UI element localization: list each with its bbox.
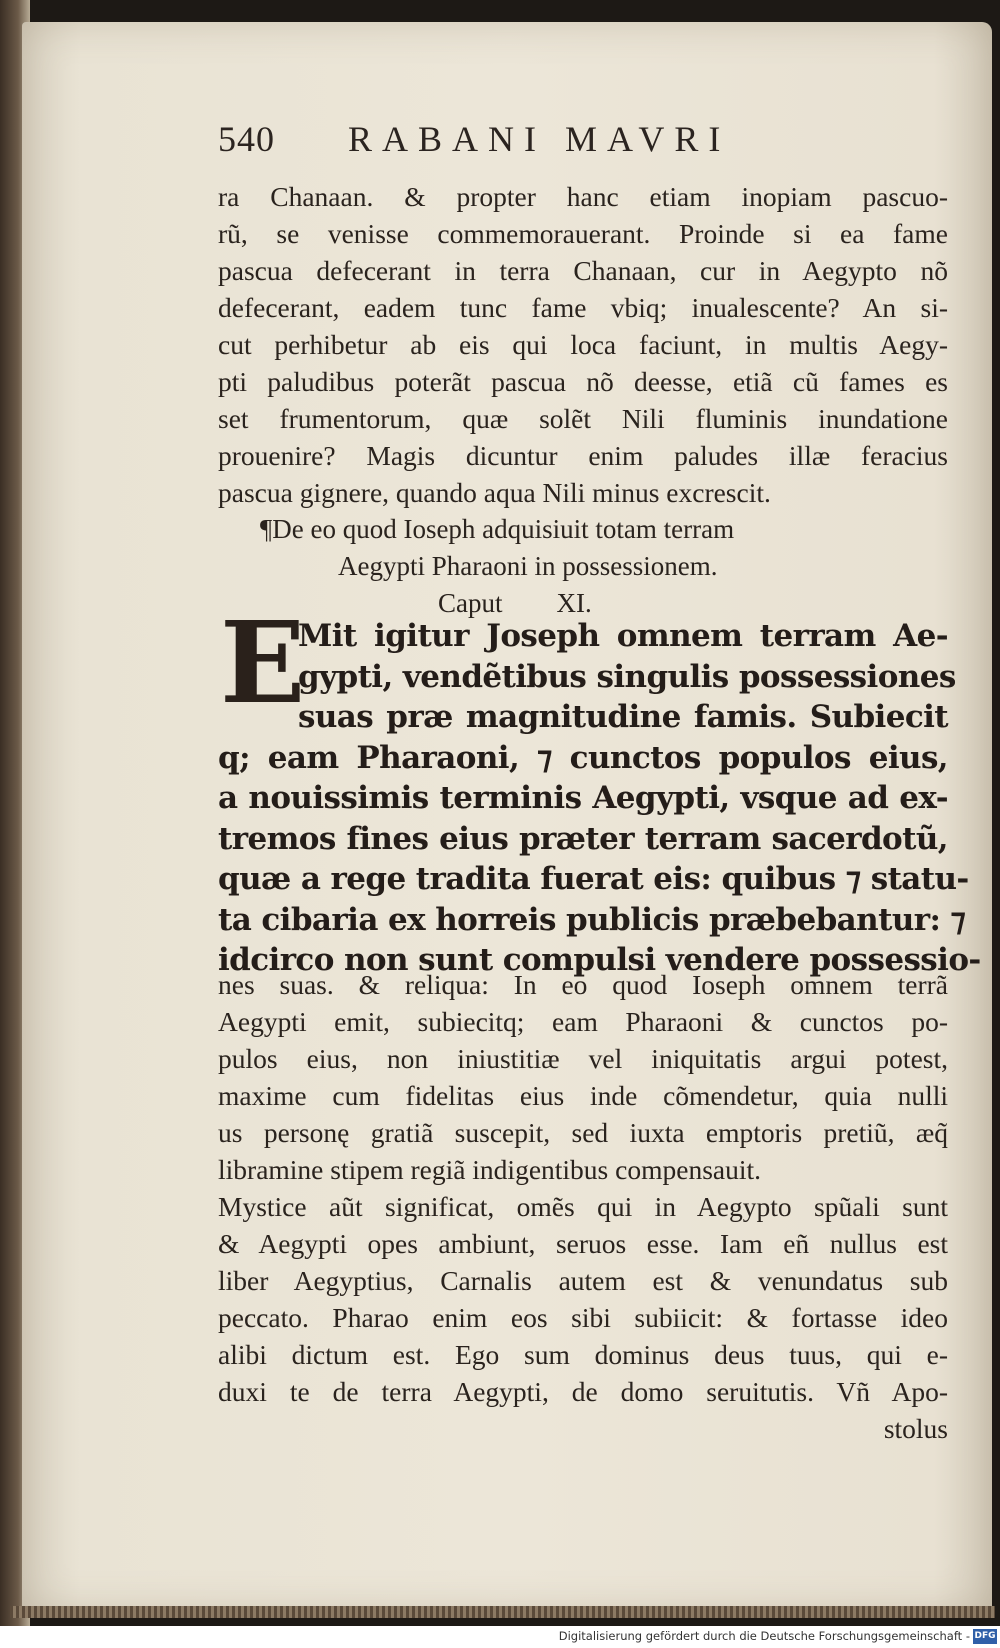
text-line: cut perhibetur ab eis qui loca faciunt, in multis Aegy- — [218, 329, 948, 360]
text-line: libramine stipem regiã indigentibus compensauit. — [218, 1154, 762, 1185]
blackletter-line: quæ a rege tradita fuerat eis: quibus ⁊ statu- — [218, 861, 969, 897]
text-line: pti paludibus poterãt pascua nõ deesse, etiã cũ fames es — [218, 366, 948, 397]
blackletter-text — [218, 616, 981, 981]
text-line: pascua gignere, quando aqua Nili minus excrescit. — [218, 477, 771, 508]
catchword: stolus — [883, 1413, 948, 1444]
page-number: 540 — [218, 119, 275, 159]
digitization-footer — [0, 1626, 1000, 1648]
text-line: peccato. Pharao enim eos sibi subiicit: & fortasse ideo — [218, 1302, 948, 1333]
chapter-heading-line: Aegypti Pharaoni in possessionem. — [338, 551, 718, 581]
text-line: us personę gratiã suscepit, sed iuxta emptoris pretiũ, æq̃ — [218, 1117, 948, 1148]
chapter-number: Caput XI. — [438, 588, 592, 618]
blackletter-line: Mit igitur Joseph omnem terram Ae- — [298, 618, 948, 654]
blackletter-line: ta cibaria ex horreis publicis præbebantur: ⁊ — [218, 901, 966, 938]
text-line: duxi te de terra Aegypti, de domo seruitutis. Vñ Apo- — [218, 1376, 948, 1407]
chapter-heading-line: ¶De eo quod Ioseph adquisiuit totam terram — [260, 514, 735, 544]
text-line: set frumentorum, quæ solẽt Nili fluminis inundatione — [218, 403, 948, 434]
body-text-lower — [218, 966, 948, 1447]
blackletter-line: suas præ magnitudine famis. Subiecit — [298, 699, 948, 735]
text-line: pulos eius, non iniustitiæ vel iniquitatis argui potest, — [218, 1043, 948, 1074]
blackletter-line: a nouissimis terminis Aegypti, vsque ad ex- — [218, 780, 948, 816]
page-header — [218, 118, 938, 168]
blackletter-line: q; eam Pharaoni, ⁊ cunctos populos eius, — [218, 739, 948, 776]
blackletter-line: idcirco non sunt compulsi vendere possessio- — [218, 942, 981, 978]
text-line: prouenire? Magis dicuntur enim paludes illæ feracius — [218, 440, 948, 471]
blackletter-line: tremos fines eius præter terram sacerdotũ, — [218, 820, 948, 857]
text-line: Mystice aũt significat, omẽs qui in Aegypto spũali sunt — [218, 1191, 948, 1222]
dfg-logo-icon: DFG — [973, 1629, 997, 1644]
decorated-initial: E — [220, 598, 306, 729]
text-line: maxime cum fidelitas eius inde cõmendetur, quia nulli — [218, 1080, 948, 1111]
funding-notice: Digitalisierung gefördert durch die Deutsche Forschungsgemeinschaft - — [558, 1629, 970, 1643]
text-line: liber Aegyptius, Carnalis autem est & venundatus sub — [218, 1265, 948, 1296]
text-line: nes suas. & reliqua: In eo quod Ioseph omnem terrã — [218, 969, 948, 1000]
running-head: RABANI MAVRI — [348, 119, 731, 159]
text-line: ra Chanaan. & propter hanc etiam inopiam pascuo- — [218, 181, 948, 212]
text-line: pascua defecerant in terra Chanaan, cur in Aegypto nõ — [218, 255, 948, 286]
text-line: Aegypti emit, subiecitq; eam Pharaoni & cunctos po- — [218, 1006, 948, 1037]
text-line: rũ, se venisse commemorauerant. Proinde si ea fame — [218, 218, 948, 249]
body-text-top — [218, 178, 948, 622]
text-line: & Aegypti opes ambiunt, seruos esse. Iam eñ nullus est — [218, 1228, 948, 1259]
text-line: defecerant, eadem tunc fame vbiq; inualescente? An si- — [218, 292, 948, 323]
blackletter-line: gypti, vendẽtibus singulis possessiones — [298, 658, 956, 695]
text-line: alibi dictum est. Ego sum dominus deus tuus, qui e- — [218, 1339, 948, 1370]
page-stack-edge — [10, 1606, 995, 1618]
